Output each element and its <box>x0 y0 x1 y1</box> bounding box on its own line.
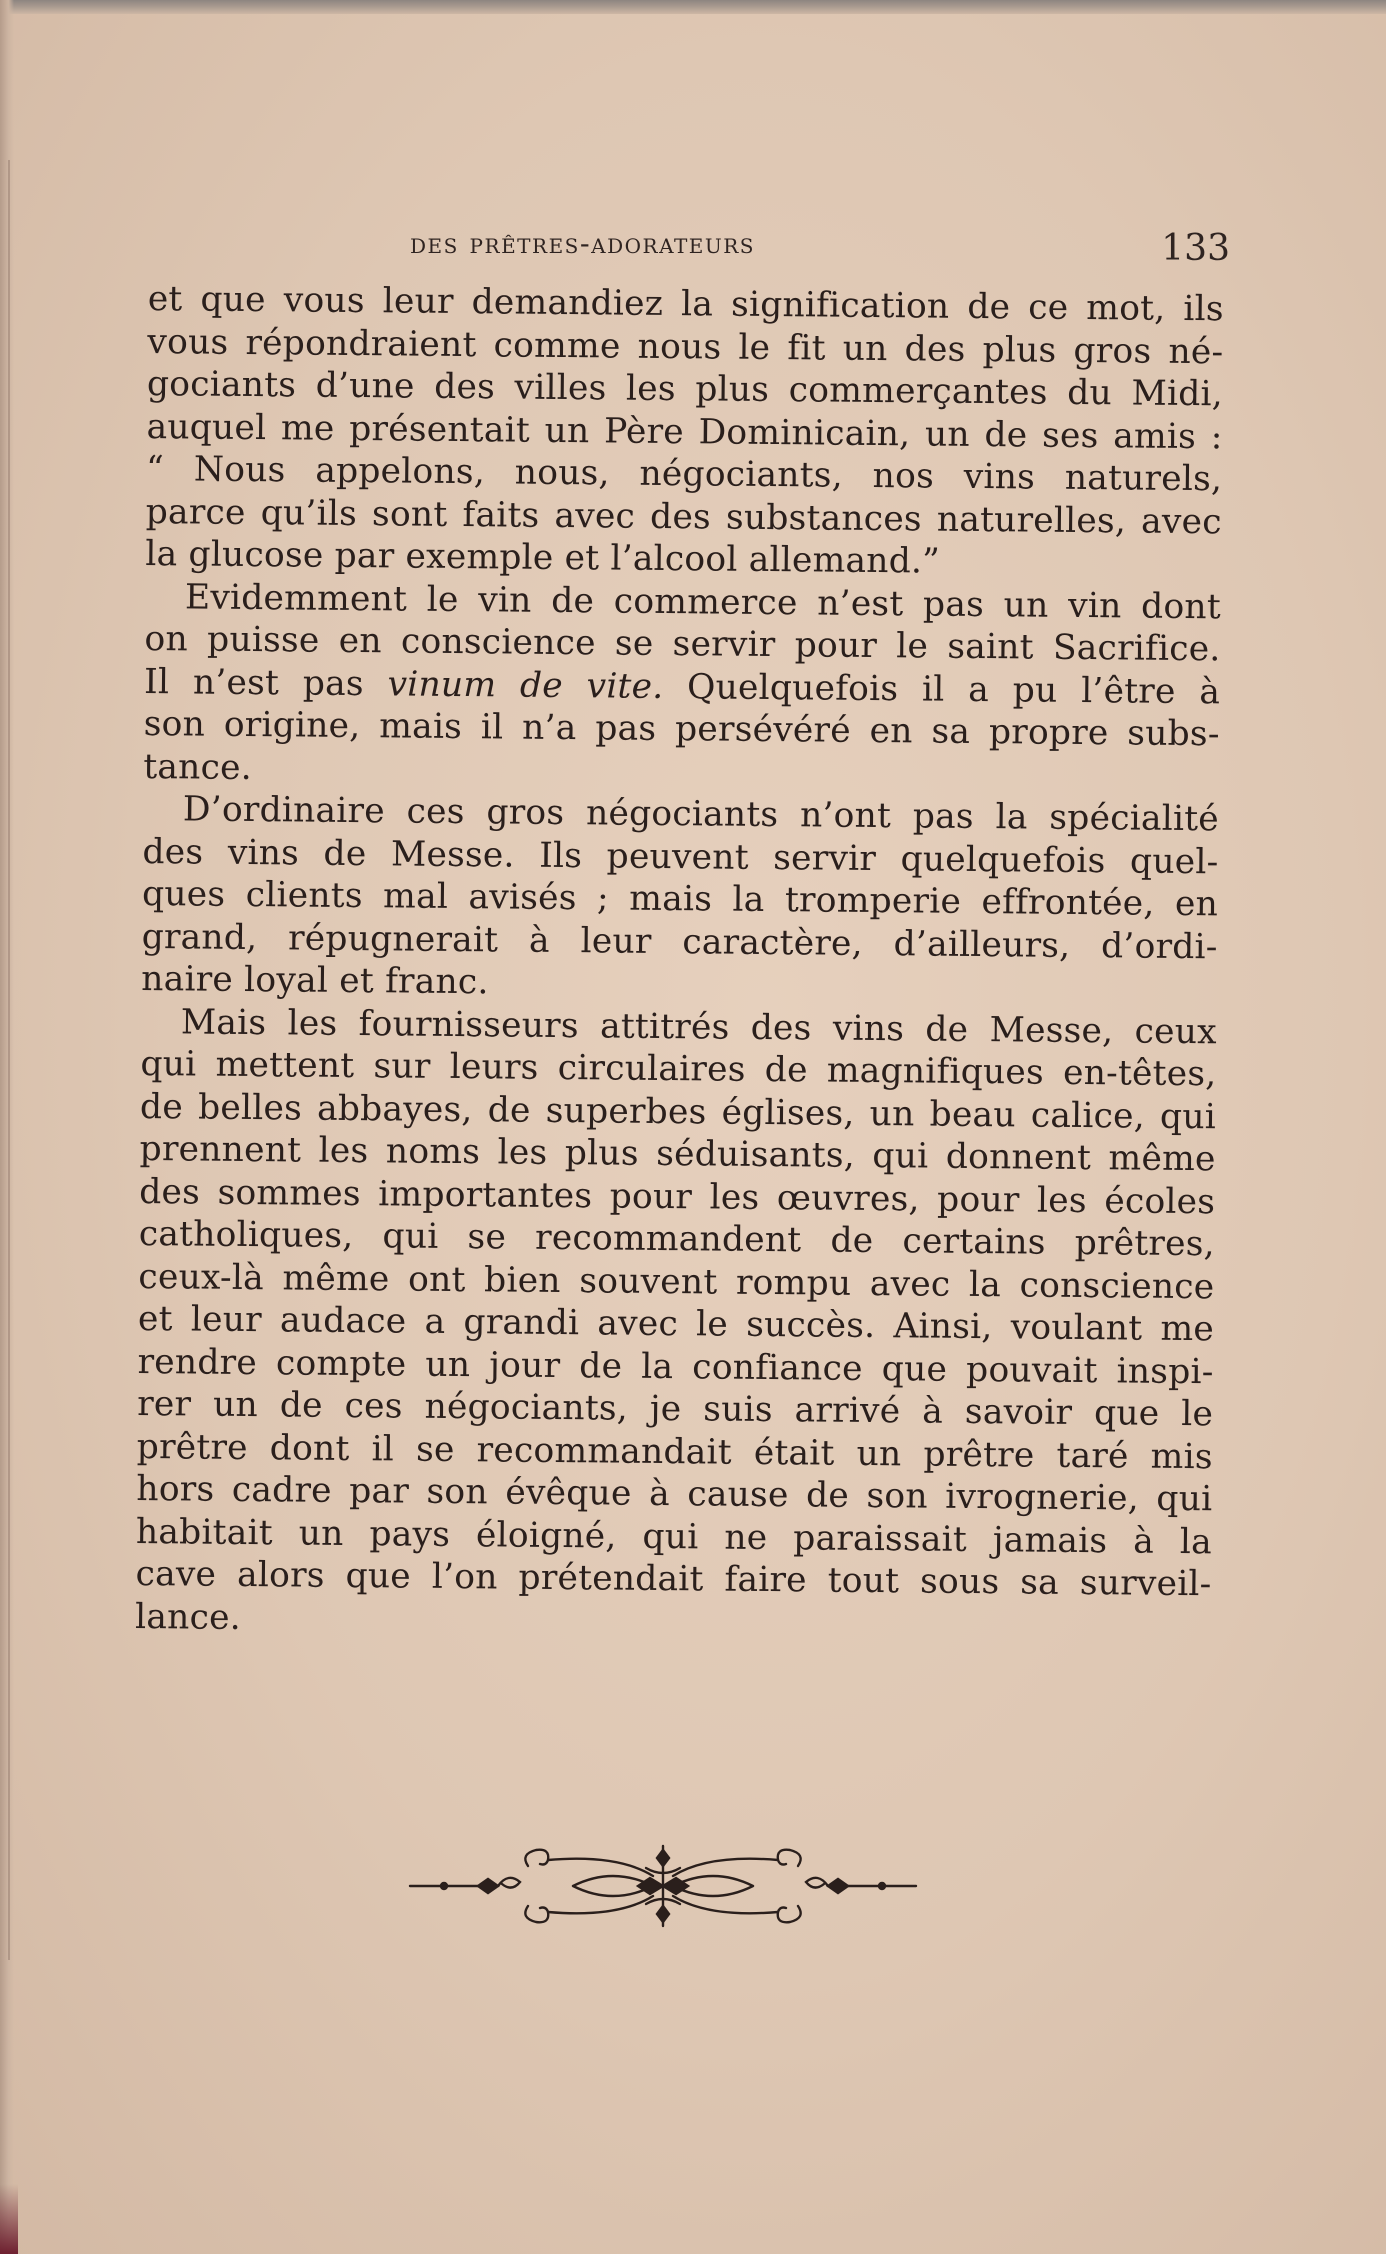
text-line: Evidemment le vin de commerce n’est pas un vin dont <box>184 576 1222 627</box>
text-line: rendre compte un jour de la confiance que pouvait inspi- <box>137 1341 1214 1392</box>
page-header <box>150 218 1230 278</box>
text-line: grand, répugnerait à leur caractère, d’ailleurs, d’ordi- <box>141 916 1218 967</box>
page-top-edge <box>0 0 1386 14</box>
text-line: et leur audace a grandi avec le succès. Ainsi, voulant me <box>137 1298 1215 1350</box>
body-text <box>135 278 1224 1648</box>
text-line: “ Nous appelons, nous, négociants, nos vins naturels, <box>145 448 1223 500</box>
text-line: prennent les noms les plus séduisants, qui donnent même <box>139 1128 1216 1180</box>
page-binding-edge <box>0 0 14 2254</box>
text-line: tance. <box>143 746 253 788</box>
scroll-flourish-icon <box>408 1840 918 1930</box>
text-line: naire loyal et franc. <box>141 958 489 1003</box>
text-line: la glucose par exemple et l’alcool allemand.” <box>145 533 941 582</box>
text-line: lance. <box>134 1596 242 1638</box>
text-line: D’ordinaire ces gros négociants n’ont pas la spécialité <box>182 789 1220 840</box>
text-run: Il n’est pas <box>143 661 364 704</box>
text-line: prêtre dont il se recommandait était un prêtre taré mis <box>136 1426 1213 1477</box>
running-title: des prêtres-adorateurs <box>410 226 756 260</box>
text-line: habitait un pays éloigné, qui ne paraissait jamais à la <box>135 1511 1213 1562</box>
latin-phrase: vinum de vite. <box>387 663 664 707</box>
gutter-shadow <box>8 160 10 1960</box>
text-line: hors cadre par son évêque à cause de son ivrognerie, qui <box>136 1468 1213 1520</box>
text-line: et que vous leur demandiez la signification de ce mot, ils <box>147 278 1224 330</box>
text-line: vous répondraient comme nous le fit un des plus gros né- <box>147 321 1224 372</box>
text-line: catholiques, qui se recommandent de certains prêtres, <box>138 1213 1215 1265</box>
text-line: cave alors que l’on prétendait faire tout sous sa surveil- <box>135 1553 1212 1605</box>
text-line: auquel me présentait un Père Dominicain, un de ses amis : <box>146 406 1223 457</box>
text-run: Quelquefois il a pu l’être à <box>686 666 1221 712</box>
text-line: des vins de Messe. Ils peuvent servir quelquefois quel- <box>142 831 1219 882</box>
text-line: parce qu’ils sont faits avec des substances naturelles, avec <box>145 491 1222 542</box>
text-line: on puisse en conscience se servir pour le saint Sacrifice. <box>144 618 1221 670</box>
text-line: rer un de ces négociants, je suis arrivé à savoir que le <box>136 1383 1214 1435</box>
cover-corner <box>0 2184 18 2254</box>
text-line: des sommes importantes pour les œuvres, pour les écoles <box>139 1171 1216 1222</box>
text-line: qui mettent sur leurs circulaires de magnifiques en-têtes, <box>140 1043 1217 1095</box>
text-line: son origine, mais il n’a pas persévéré en sa propre subs- <box>143 703 1220 755</box>
text-line: ques clients mal avisés ; mais la tromperie effrontée, en <box>141 873 1219 925</box>
text-line: gociants d’une des villes les plus commerçantes du Midi, <box>146 363 1224 415</box>
text-line: Mais les fournisseurs attitrés des vins de Messe, ceux <box>180 1001 1218 1052</box>
text-line: ceux-là même ont bien souvent rompu avec la conscience <box>138 1256 1215 1307</box>
text-line: de belles abbayes, de superbes églises, un beau calice, qui <box>139 1086 1217 1137</box>
page-number: 133 <box>1161 228 1230 269</box>
